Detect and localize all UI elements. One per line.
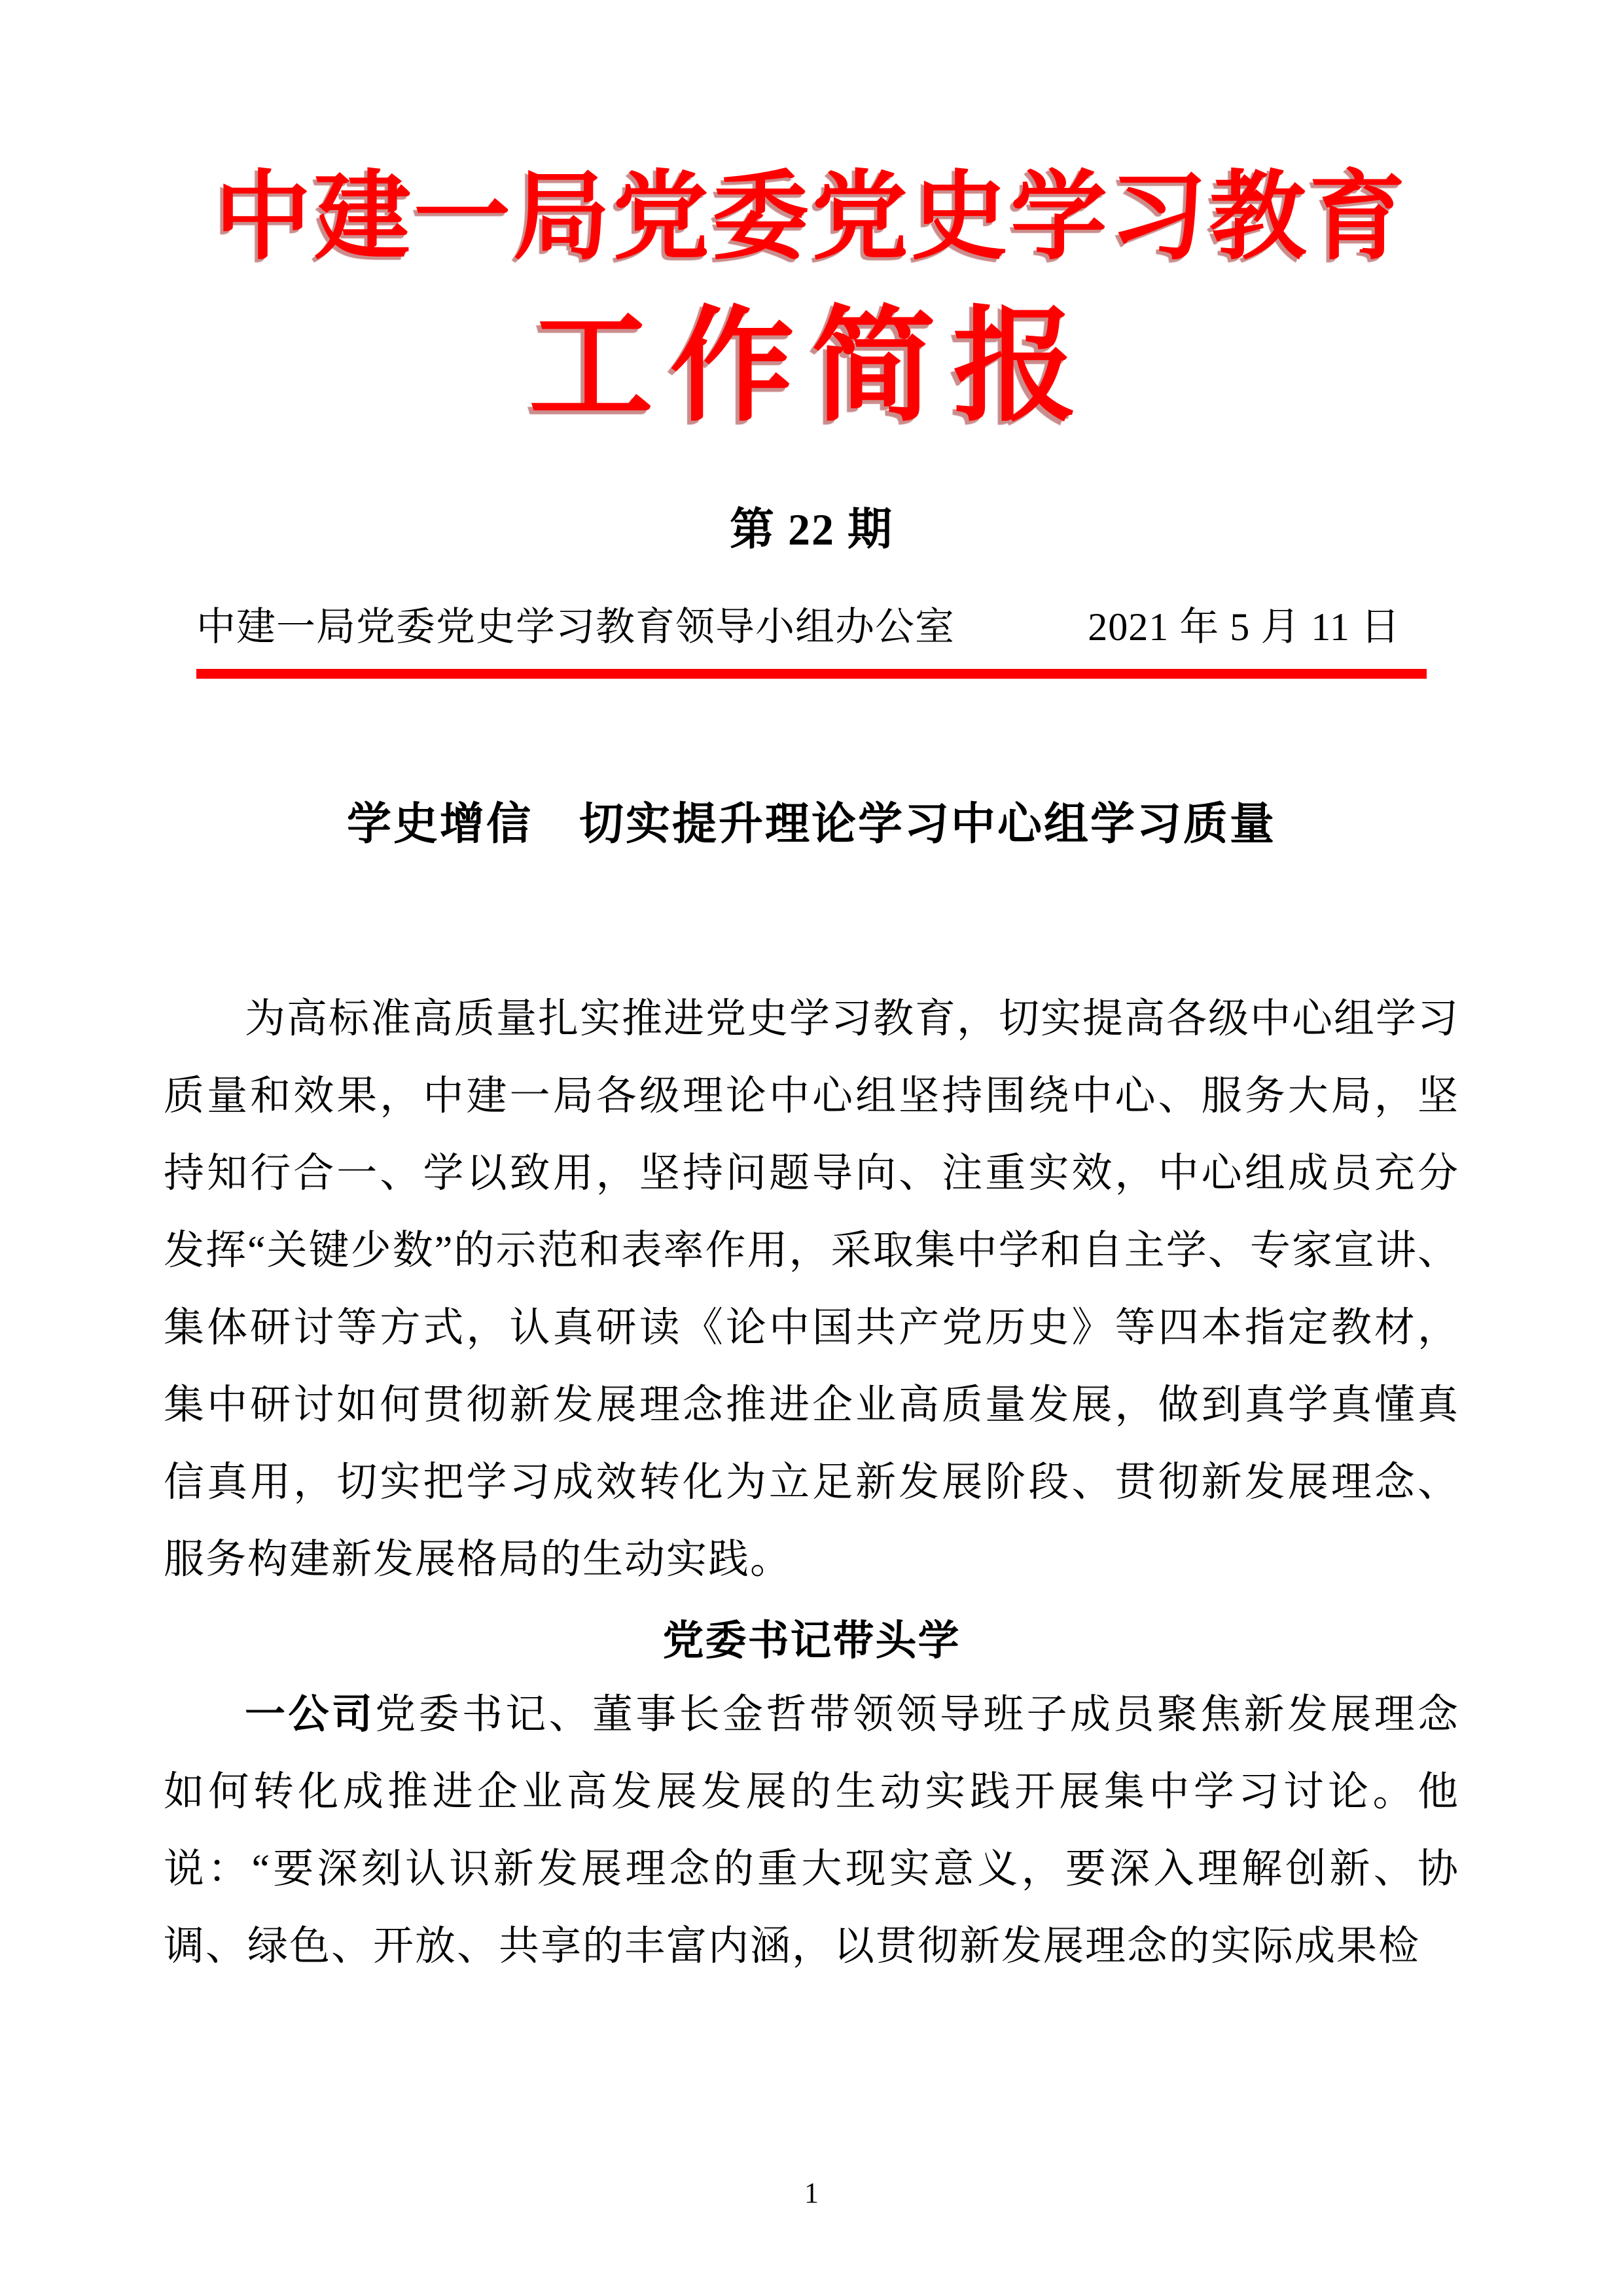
paragraph-2-lead: 一公司 — [245, 1693, 376, 1738]
article-headline: 学史增信 切实提升理论学习中心组学习质量 — [346, 799, 1276, 850]
masthead — [0, 0, 1623, 679]
issuer-date-row — [196, 596, 1427, 652]
issue-date: 2021 年 5 月 11 日 — [1088, 605, 1400, 649]
issuing-office: 中建一局党委党史学习教育领导小组办公室 — [196, 605, 955, 649]
issue-number: 第 22 期 — [729, 505, 893, 555]
paragraph-2 — [164, 1676, 1459, 1985]
paragraph-1: 为高标准高质量扎实推进党史学习教育，切实提高各级中心组学习质量和效果，中建一局各级理论中心组坚持围绕中心、服务大局，坚持知行合一、学以致用，坚持问题导向、注重实效，中心组成员充分发挥“关键少数”的示范和表率作用，采取集中学和自主学、专家宣讲、集体研讨等方式，认真研读《论中国共产党历史》等四本指定教材，集中研讨如何贯彻新发展理念推进企业高质量发展，做到真学真懂真信真用，切实把学习成效转化为立足新发展阶段、贯彻新发展理念、服务构建新发展格局的生动实践。 — [164, 997, 1460, 1583]
article-body — [164, 789, 1459, 1985]
page-number: 1 — [804, 2177, 819, 2209]
paragraph-2-text: 党委书记、董事长金哲带领领导班子成员聚焦新发展理念如何转化成推进企业高发展发展的生动实践开展集中学习讨论。他说：“要深刻认识新发展理念的重大现实意义，要深入理解创新、协调、绿色、开放、共享的丰富内涵，以贯彻新发展理念的实际成果检 — [164, 1693, 1459, 1969]
section-subheading: 党委书记带头学 — [662, 1618, 961, 1664]
bulletin-title-line2: 工作简报 — [528, 299, 1094, 437]
masthead-divider-rule — [196, 669, 1427, 679]
bulletin-title-line1: 中建一局党委党史学习教育 — [215, 164, 1408, 272]
